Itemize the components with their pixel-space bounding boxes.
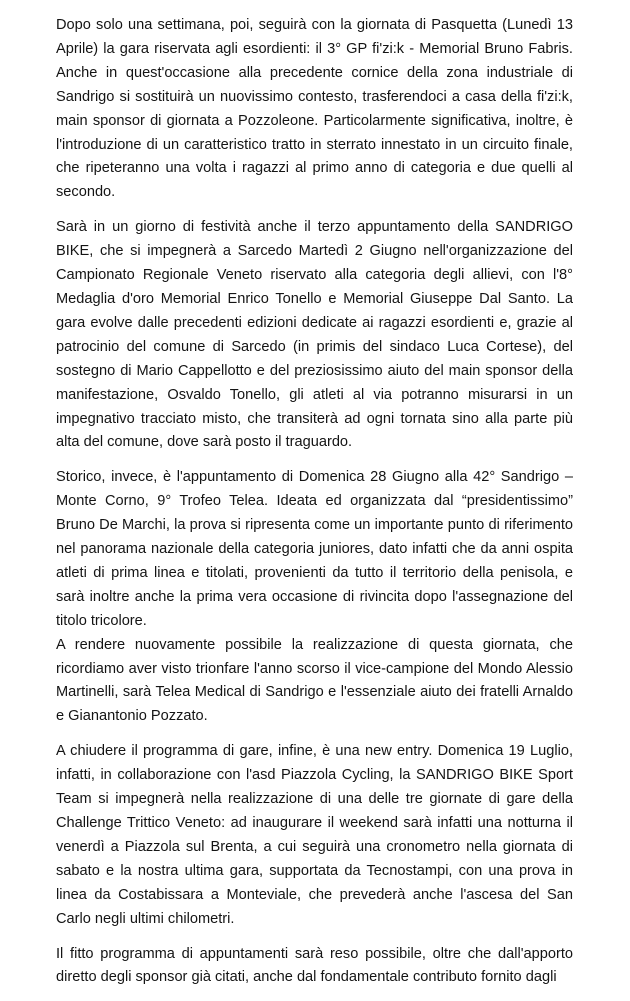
paragraph-monte-corno: Storico, invece, è l'appuntamento di Domenica 28 Giugno alla 42° Sandrigo – Monte Corno, 9° Trofeo Telea. Ideata ed organizzata dal “presidentissimo” Bruno De Marchi, la prova si ripresenta come un importante punto di riferimento nel panorama nazionale della categoria juniores, dato infatti che da anni ospita atleti di prima linea e titolati, provenienti da tutto il territorio della penisola, e sarà inoltre anche la prima vera occasione di rivincita dopo l'assegnazione del titolo tricolore. [56, 469, 573, 629]
paragraph-sarcedo: Sarà in un giorno di festività anche il terzo appuntamento della SANDRIGO BIKE, che si impegnerà a Sarcedo Martedì 2 Giugno nell'organizzazione del Campionato Regionale Veneto riservato alla categoria degli allievi, con l'8° Medaglia d'oro Memorial Enrico Tonello e Memorial Giuseppe Dal Santo. La gara evolve dalle precedenti edizioni dedicate ai ragazzi esordienti e, grazie al patrocinio del comune di Sarcedo (in primis del sindaco Luca Cortese), del sostegno di Mario Cappellotto e del preziosissimo aiuto del main sponsor della manifestazione, Osvaldo Tonello, gli atleti al via potranno misurarsi in un impegnativo tracciato misto, che transiterà ad ogni tornata sino alla parte più alta del comune, dove sarà posto il traguardo. [56, 219, 573, 451]
paragraph-telea-medical: A rendere nuovamente possibile la realizzazione di questa giornata, che ricordiamo aver visto trionfare l'anno scorso il vice-campione del Mondo Alessio Martinelli, sarà Telea Medical di Sandrigo e l'essenziale aiuto dei fratelli Arnaldo e Gianantonio Pozzato. [56, 636, 573, 725]
paragraph-sponsors: Il fitto programma di appuntamenti sarà reso possibile, oltre che dall'apporto diretto degli sponsor già citati, anche dal fondamentale contributo fornito dagli [56, 945, 573, 986]
paragraph-pasquetta: Dopo solo una settimana, poi, seguirà con la giornata di Pasquetta (Lunedì 13 Aprile) la gara riservata agli esordienti: il 3° GP fi'zi:k - Memorial Bruno Fabris. Anche in quest'occasione alla precedente cornice della zona industriale di Sandrigo si sostituirà un nuovissimo contesto, trasferendoci a casa della fi'zi:k, main sponsor di giornata a Pozzoleone. Particolarmente significativa, inoltre, è l'introduzione di un caratteristico tratto in sterrato innestato in un circuito finale, che ripeteranno una volta i ragazzi al primo anno di categoria e due quelli al secondo. [56, 17, 573, 201]
paragraph-trittico-veneto: A chiudere il programma di gare, infine, è una new entry. Domenica 19 Luglio, infatti, in collaborazione con l'asd Piazzola Cycling, la SANDRIGO BIKE Sport Team si impegnerà nella realizzazione di una delle tre giornate di gare della Challenge Trittico Veneto: ad inaugurare il weekend sarà infatti una notturna il venerdì a Piazzola sul Brenta, a cui seguirà una cronometro nella giornata di sabato e la nostra ultima gara, supportata da Tecnostampi, con una prova in linea da Costabissara a Monteviale, che prevederà anche l'ascesa del San Carlo negli ultimi chilometri. [56, 743, 573, 927]
document-page [56, 14, 573, 1001]
